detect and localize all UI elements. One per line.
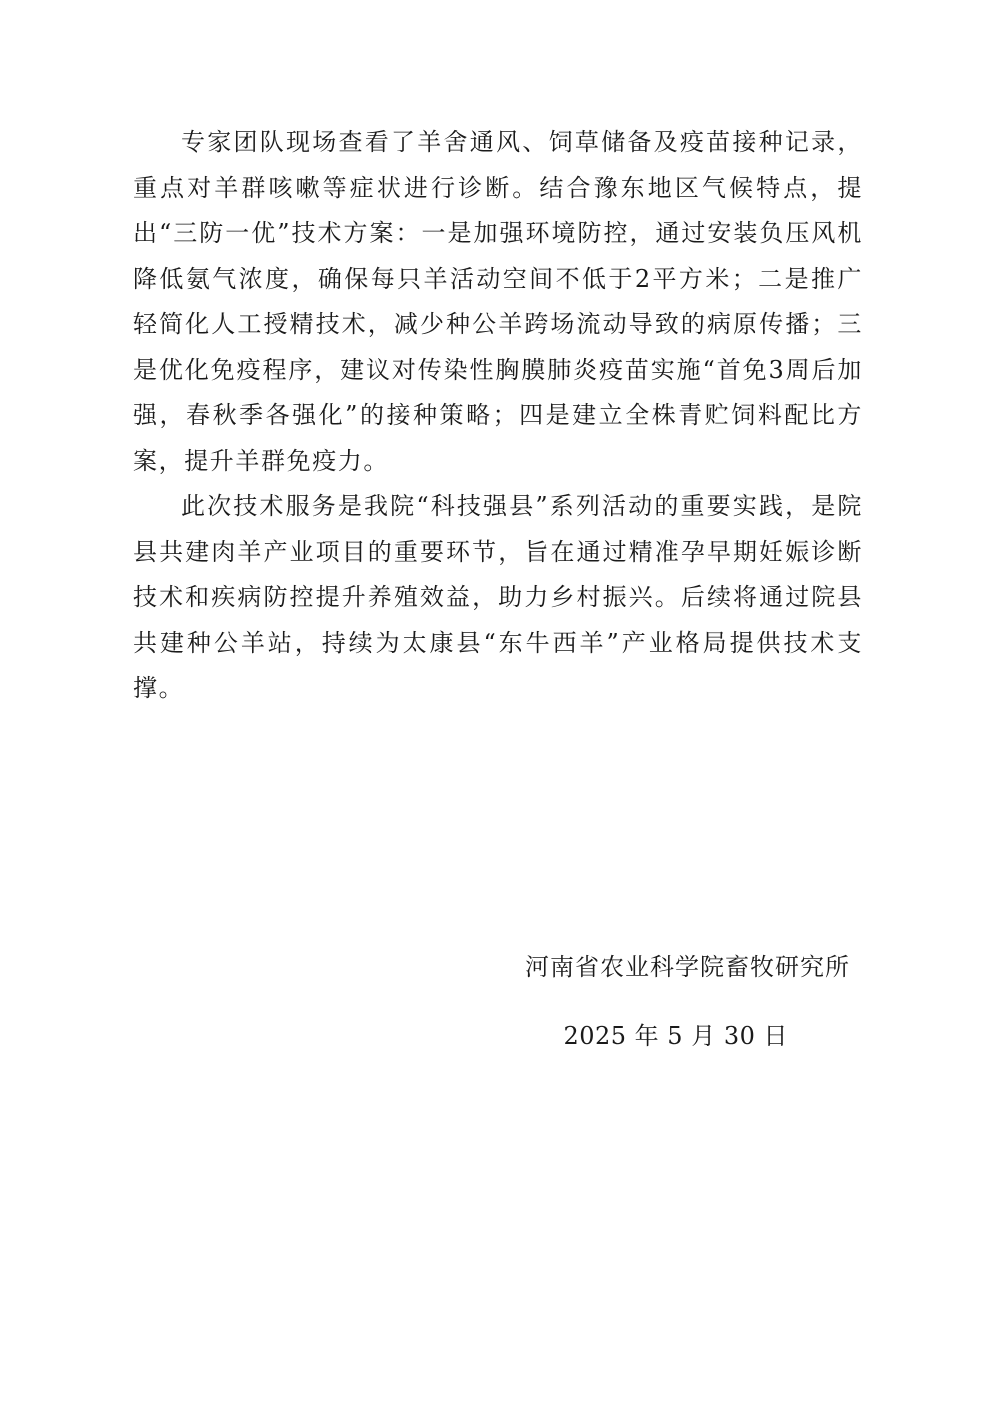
document-body [133, 120, 863, 712]
paragraph-technical-plan: 专家团队现场查看了羊舍通风、饲草储备及疫苗接种记录，重点对羊群咳嗽等症状进行诊断。结合豫东地区气候特点，提出“三防一优”技术方案：一是加强环境防控，通过安装负压风机降低氨气浓度，确保每只羊活动空间不低于2平方米；二是推广轻简化人工授精技术，减少种公羊跨场流动导致的病原传播；三是优化免疫程序，建议对传染性胸膜肺炎疫苗实施“首免3周后加强，春秋季各强化”的接种策略；四是建立全株青贮饲料配比方案，提升羊群免疫力。 [133, 128, 863, 475]
paragraph-service-summary: 此次技术服务是我院“科技强县”系列活动的重要实践，是院县共建肉羊产业项目的重要环节，旨在通过精准孕早期妊娠诊断技术和疾病防控提升养殖效益，助力乡村振兴。后续将通过院县共建种公羊站，持续为太康县“东牛西羊”产业格局提供技术支撑。 [133, 492, 863, 702]
issue-date: 2025 年 5 月 30 日 [563, 1022, 788, 1050]
issuer-signature: 河南省农业科学院畜牧研究所 [525, 953, 850, 981]
